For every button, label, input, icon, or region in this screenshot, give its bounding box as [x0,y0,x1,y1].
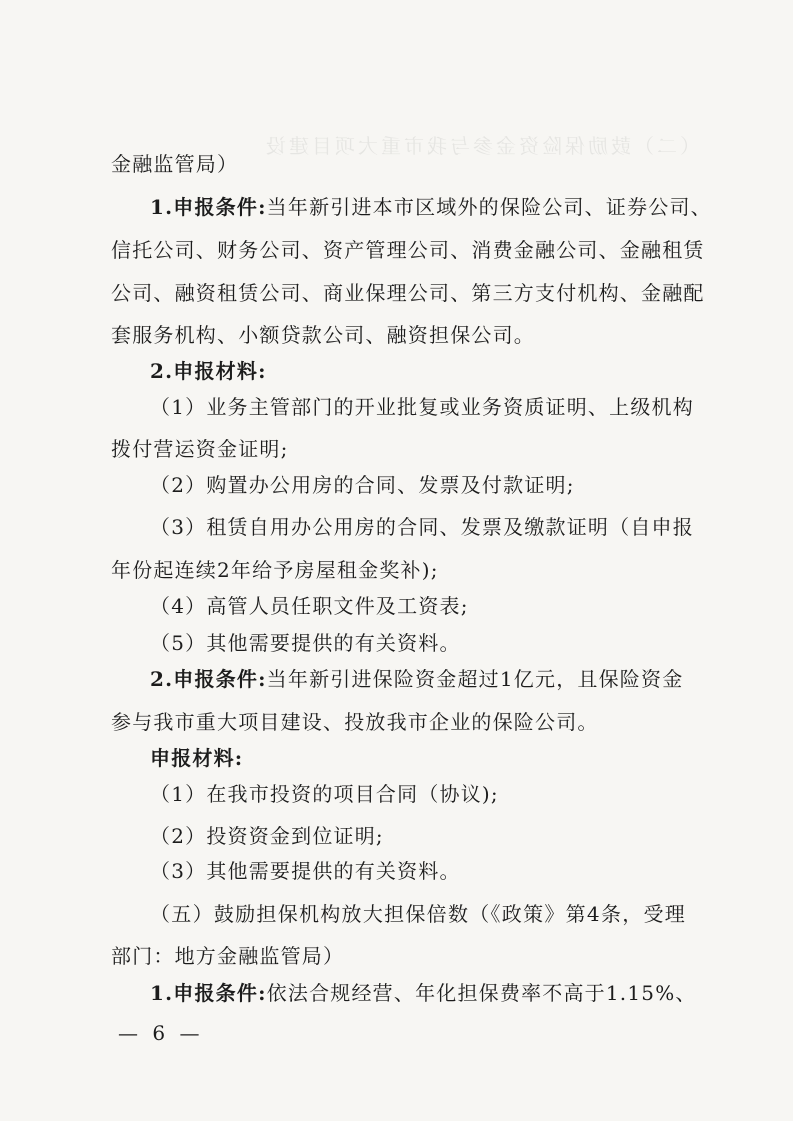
text-line: （1）在我市投资的项目合同（协议); [150,782,499,806]
text-segment: 公司、融资租赁公司、商业保理公司、第三方支付机构、金融配 [111,281,705,305]
text-line: （2）购置办公用房的合同、发票及付款证明; [150,473,575,497]
text-segment: （3）租赁自用办公用房的合同、发票及缴款证明（自申报 [150,515,694,539]
text-segment: 依法合规经营、年化担保费率不高于1.15%、 [266,981,697,1005]
text-segment: 信托公司、财务公司、资产管理公司、消费金融公司、金融租赁 [111,238,705,262]
text-line [150,979,697,1007]
text-line [150,193,712,221]
text-segment: 当年新引进保险资金超过1亿元，且保险资金 [266,667,684,691]
section-label: 2.申报条件: [150,667,267,691]
text-line [111,236,705,264]
section-label: 1.申报条件: [150,195,267,219]
section-label: 1.申报条件: [150,981,267,1005]
section-label: 2.申报材料: [150,359,267,383]
show-through-artifact: （二）鼓励保险资金参与我市重大项目建设 [263,134,700,158]
text-line: （4）高管人员任职文件及工资表; [150,594,469,618]
text-segment: （五）鼓励担保机构放大担保倍数（《政策》第4条，受理 [150,902,686,926]
text-segment: 当年新引进本市区域外的保险公司、证券公司、 [266,195,712,219]
text-line: 拨付营运资金证明; [111,437,289,461]
text-line: （3）其他需要提供的有关资料。 [150,859,461,883]
text-line [150,513,694,541]
text-line: 年份起连续2年给予房屋租金奖补); [111,558,439,582]
text-line: 套服务机构、小额贷款公司、融资担保公司。 [111,323,535,347]
text-segment: （1）业务主管部门的开业批复或业务资质证明、上级机构 [150,395,694,419]
text-line: 参与我市重大项目建设、投放我市企业的保险公司。 [111,710,599,734]
text-line [150,900,686,928]
text-line [150,665,683,693]
text-line: 金融监管局） [111,152,239,176]
text-line [150,393,694,421]
text-line: （2）投资资金到位证明; [150,824,384,848]
page-number: — 6 — [118,1021,204,1045]
text-line: 部门：地方金融监管局） [111,944,345,968]
section-label: 申报材料: [150,746,244,770]
text-line [111,279,705,307]
text-line: （5）其他需要提供的有关资料。 [150,631,461,655]
